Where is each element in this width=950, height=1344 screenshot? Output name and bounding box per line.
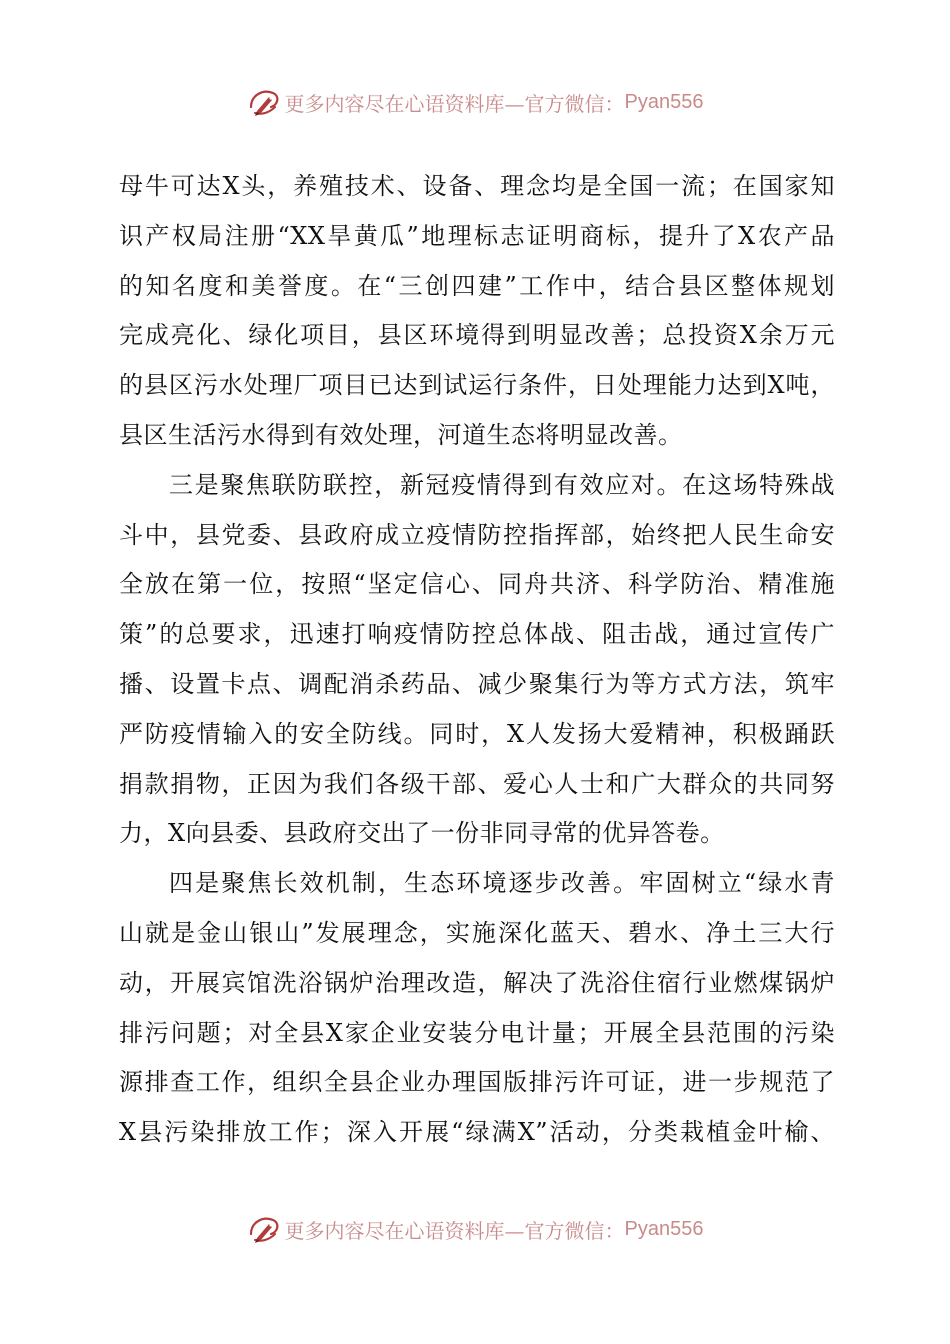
- footer-watermark-banner: [0, 1209, 950, 1249]
- text-line: 动，开展宾馆洗浴锅炉治理改造，解决了洗浴住宿行业燃煤锅炉: [119, 968, 835, 997]
- text-line: 排污问题；对全县X家企业安装分电计量；开展全县范围的污染: [119, 1018, 835, 1047]
- document-body: [119, 162, 835, 1158]
- pen-swirl-logo-icon: [247, 85, 281, 119]
- text-line: 的知名度和美誉度。在“三创四建”工作中，结合县区整体规划: [119, 271, 835, 300]
- text-line: 山就是金山银山”发展理念，实施深化蓝天、碧水、净土三大行: [119, 918, 835, 947]
- text-line: 捐款捐物，正因为我们各级干部、爱心人士和广大群众的共同努: [119, 769, 835, 798]
- paragraph-3: [119, 859, 835, 1158]
- text-line: 的县区污水处理厂项目已达到试运行条件，日处理能力达到X吨，: [119, 371, 835, 400]
- text-line: 四是聚焦长效机制，生态环境逐步改善。牢固树立“绿水青: [169, 869, 835, 898]
- text-line: 斗中，县党委、县政府成立疫情防控指挥部，始终把人民生命安: [119, 520, 835, 549]
- text-line: 播、设置卡点、调配消杀药品、减少聚集行为等方式方法，筑牢: [119, 669, 835, 698]
- text-line: 完成亮化、绿化项目，县区环境得到明显改善；总投资X余万元: [119, 321, 835, 350]
- text-line: 三是聚焦联防联控，新冠疫情得到有效应对。在这场特殊战: [169, 470, 835, 499]
- text-line: X县污染排放工作；深入开展“绿满X”活动，分类栽植金叶榆、: [119, 1118, 835, 1147]
- text-line: 严防疫情输入的安全防线。同时，X人发扬大爱精神，积极踊跃: [119, 719, 835, 748]
- paragraph-1: [119, 162, 835, 461]
- header-watermark-banner: [0, 82, 950, 122]
- text-line: 策”的总要求，迅速打响疫情防控总体战、阻击战，通过宣传广: [119, 620, 835, 649]
- text-line: 母牛可达X头，养殖技术、设备、理念均是全国一流；在国家知: [119, 172, 835, 200]
- watermark-text: 更多内容尽在心语资料库—官方微信：: [284, 1218, 625, 1243]
- watermark-text: 更多内容尽在心语资料库—官方微信：: [284, 91, 625, 116]
- text-line: 县区生活污水得到有效处理，河道生态将明显改善。: [119, 420, 683, 449]
- watermark-wechat-id: Pyan556: [624, 1217, 704, 1240]
- text-line: 全放在第一位，按照“坚定信心、同舟共济、科学防治、精准施: [119, 570, 835, 599]
- paragraph-2: [119, 461, 835, 859]
- text-line: 源排查工作，组织全县企业办理国版排污许可证，进一步规范了: [119, 1068, 835, 1097]
- text-line: 识产权局注册“XX旱黄瓜”地理标志证明商标，提升了X农产品: [119, 221, 835, 250]
- text-line: 力，X向县委、县政府交出了一份非同寻常的优异答卷。: [119, 819, 725, 848]
- watermark-wechat-id: Pyan556: [624, 90, 704, 113]
- pen-swirl-logo-icon: [247, 1212, 281, 1246]
